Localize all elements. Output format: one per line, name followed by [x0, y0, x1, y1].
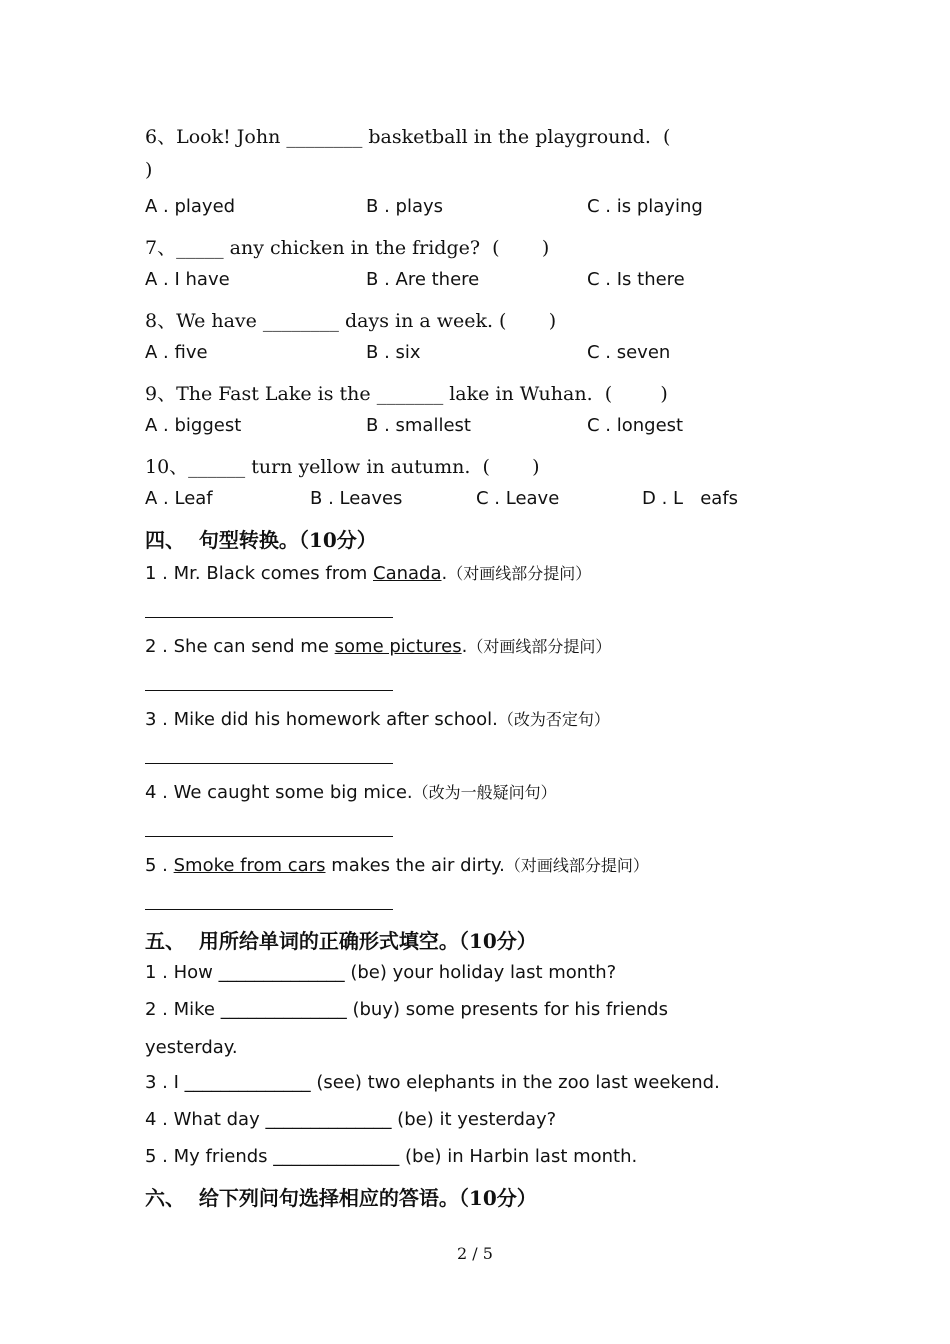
s4-item-1	[145, 561, 591, 584]
s4-item-3-text: 3 . Mike did his homework after school.	[145, 709, 498, 730]
section-5-heading: 五、 用所给单词的正确形式填空。（10分）	[145, 929, 537, 953]
s4-item-2-instruction: （对画线部分提问）	[467, 637, 612, 656]
s4-item-2-text: 2 . She can send me	[145, 636, 335, 657]
q8-option-b: B . six	[366, 342, 421, 363]
s4-item-5-text: 5 .	[145, 855, 174, 876]
s4-item-5-instruction: （对画线部分提问）	[504, 856, 649, 875]
s4-item-1-underlined: Canada	[373, 563, 442, 584]
s5-item-3: 3 . I ______________ (see) two elephants in the zoo last weekend.	[145, 1072, 720, 1093]
s5-item-4: 4 . What day ______________ (be) it yesterday?	[145, 1109, 557, 1130]
question-6: 6、Look! John ________ basketball in the playground. (	[145, 126, 671, 148]
q8-option-c: C . seven	[587, 342, 671, 363]
answer-line[interactable]	[145, 763, 393, 764]
q7-option-a: A . I have	[145, 269, 230, 290]
question-8: 8、We have ________ days in a week. ( )	[145, 310, 557, 332]
q6-option-a: A . played	[145, 196, 236, 217]
q7-option-b: B . Are there	[366, 269, 480, 290]
q9-option-b: B . smallest	[366, 415, 471, 436]
q9-option-c: C . longest	[587, 415, 684, 436]
question-10: 10、______ turn yellow in autumn. ( )	[145, 456, 540, 478]
s4-item-1-post: .	[441, 563, 448, 584]
s4-item-1-instruction: （对画线部分提问）	[447, 564, 592, 583]
q10-option-a: A . Leaf	[145, 488, 213, 509]
s4-item-5-underlined: Smoke from cars	[173, 855, 326, 876]
answer-line[interactable]	[145, 617, 393, 618]
s5-item-5: 5 . My friends ______________ (be) in Harbin last month.	[145, 1146, 638, 1167]
s4-item-3	[145, 707, 610, 730]
question-9: 9、The Fast Lake is the _______ lake in Wuhan. ( )	[145, 383, 668, 405]
s4-item-4-instruction: （改为一般疑问句）	[412, 783, 557, 802]
question-6-continuation: )	[145, 159, 153, 181]
q6-option-c: C . is playing	[587, 196, 703, 217]
section-6-heading: 六、 给下列问句选择相应的答语。（10分）	[145, 1186, 537, 1210]
answer-line[interactable]	[145, 690, 393, 691]
s5-item-1: 1 . How ______________ (be) your holiday last month?	[145, 962, 617, 983]
q10-option-d: D . L eafs	[642, 488, 739, 509]
q9-option-a: A . biggest	[145, 415, 242, 436]
s4-item-2-post: .	[461, 636, 468, 657]
question-7: 7、_____ any chicken in the fridge? ( )	[145, 237, 550, 259]
section-4-heading: 四、 句型转换。（10分）	[145, 528, 377, 552]
answer-line[interactable]	[145, 909, 393, 910]
s4-item-1-text: 1 . Mr. Black comes from	[145, 563, 373, 584]
q7-option-c: C . Is there	[587, 269, 685, 290]
q10-option-b: B . Leaves	[310, 488, 403, 509]
s5-item-2-continuation: yesterday.	[145, 1037, 238, 1058]
s4-item-4-text: 4 . We caught some big mice.	[145, 782, 413, 803]
s4-item-5-post: makes the air dirty.	[325, 855, 505, 876]
q10-option-c: C . Leave	[476, 488, 560, 509]
s5-item-2: 2 . Mike ______________ (buy) some presents for his friends	[145, 999, 668, 1020]
s4-item-3-instruction: （改为否定句）	[497, 710, 610, 729]
s4-item-5	[145, 853, 649, 876]
q8-option-a: A . five	[145, 342, 208, 363]
answer-line[interactable]	[145, 836, 393, 837]
q6-option-b: B . plays	[366, 196, 444, 217]
page-number: 2 / 5	[457, 1244, 493, 1263]
s4-item-4	[145, 780, 557, 803]
s4-item-2-underlined: some pictures	[334, 636, 462, 657]
s4-item-2	[145, 634, 611, 657]
